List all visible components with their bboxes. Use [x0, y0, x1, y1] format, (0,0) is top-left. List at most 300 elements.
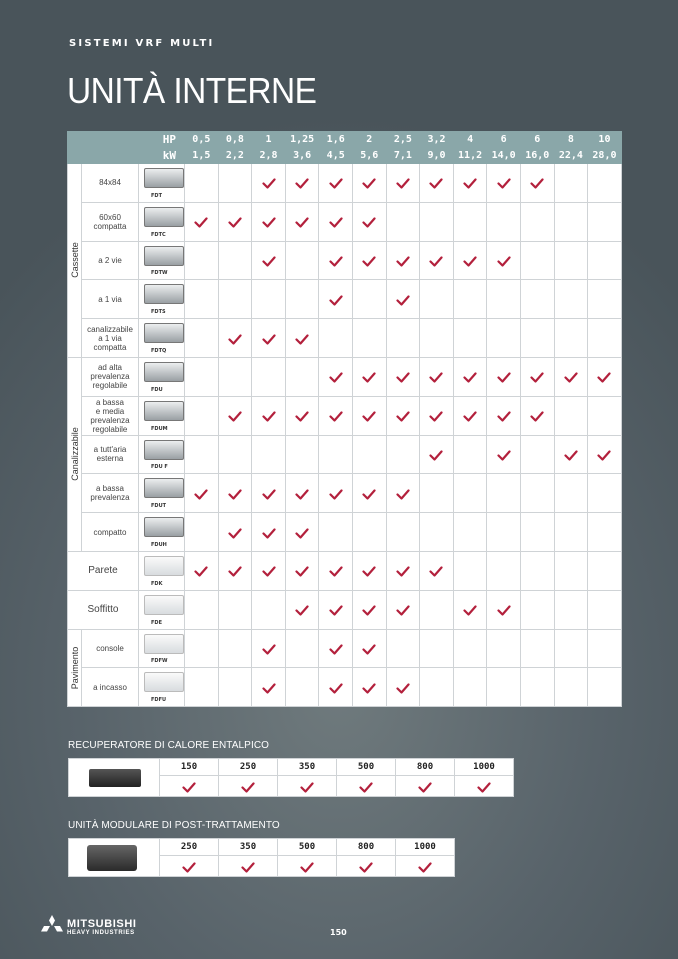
check-cell: [185, 474, 219, 513]
check-cell: [319, 513, 353, 552]
section-kicker: SISTEMI VRF MULTI: [69, 38, 215, 49]
hp-value: 2: [353, 132, 387, 148]
kw-value: 11,2: [453, 148, 487, 164]
unit-thumbnail: [144, 595, 184, 615]
capacity-value: 350: [278, 759, 337, 776]
capacity-value: 350: [219, 839, 278, 856]
check-cell: [588, 629, 622, 668]
check-cell: [278, 856, 337, 877]
check-cell: [353, 396, 387, 435]
check-icon: [530, 178, 544, 189]
check-cell: [252, 396, 286, 435]
check-cell: [185, 435, 219, 474]
check-icon: [497, 372, 511, 383]
check-cell: [353, 280, 387, 319]
check-icon: [530, 411, 544, 422]
check-cell: [386, 396, 420, 435]
check-icon: [497, 256, 511, 267]
unit-thumbnail: [144, 401, 184, 421]
unit-thumbnail: [144, 168, 184, 188]
unit-image: [139, 668, 185, 707]
check-cell: [252, 319, 286, 358]
check-icon: [228, 334, 242, 345]
check-icon: [329, 295, 343, 306]
check-cell: [588, 590, 622, 629]
table-row: [68, 513, 622, 552]
check-cell: [353, 551, 387, 590]
check-cell: [252, 241, 286, 280]
unit-name: Parete: [68, 551, 139, 590]
check-icon: [359, 862, 373, 873]
unit-thumbnail: [144, 362, 184, 382]
hp-header-row: [68, 132, 622, 148]
check-icon: [295, 178, 309, 189]
check-cell: [285, 241, 319, 280]
check-icon: [182, 782, 196, 793]
table-row: [68, 590, 622, 629]
table-row: [68, 319, 622, 358]
unit-image: [139, 629, 185, 668]
check-cell: [554, 513, 588, 552]
check-icon: [300, 782, 314, 793]
unit-image: [139, 357, 185, 396]
unit-image: [139, 396, 185, 435]
check-cell: [386, 164, 420, 203]
check-icon: [262, 566, 276, 577]
check-icon: [429, 372, 443, 383]
check-cell: [319, 164, 353, 203]
check-cell: [218, 241, 252, 280]
unit-code: FDTS: [151, 309, 166, 316]
capacity-value: 250: [160, 839, 219, 856]
unit-image: [139, 280, 185, 319]
unit-thumbnail: [144, 672, 184, 692]
check-cell: [588, 474, 622, 513]
check-icon: [463, 178, 477, 189]
capacity-value: 500: [337, 759, 396, 776]
check-icon: [329, 372, 343, 383]
check-cell: [319, 202, 353, 241]
check-cell: [160, 776, 219, 797]
check-icon: [362, 178, 376, 189]
unit-code: FDT: [151, 192, 162, 199]
kw-value: 22,4: [554, 148, 588, 164]
check-cell: [453, 590, 487, 629]
check-cell: [353, 357, 387, 396]
check-cell: [520, 280, 554, 319]
check-cell: [319, 357, 353, 396]
check-cell: [420, 319, 454, 358]
check-cell: [319, 435, 353, 474]
check-cell: [588, 513, 622, 552]
check-icon: [530, 372, 544, 383]
unit-image: [139, 241, 185, 280]
check-cell: [554, 435, 588, 474]
check-cell: [252, 551, 286, 590]
check-cell: [185, 357, 219, 396]
check-icon: [396, 683, 410, 694]
check-icon: [497, 450, 511, 461]
hp-value: 8: [554, 132, 588, 148]
check-cell: [185, 319, 219, 358]
check-icon: [194, 489, 208, 500]
check-icon: [362, 683, 376, 694]
check-cell: [554, 280, 588, 319]
check-cell: [218, 551, 252, 590]
kw-value: 7,1: [386, 148, 420, 164]
check-cell: [319, 551, 353, 590]
hp-value: 2,5: [386, 132, 420, 148]
check-icon: [241, 862, 255, 873]
check-cell: [487, 629, 521, 668]
hp-value: 1,25: [285, 132, 319, 148]
check-icon: [564, 372, 578, 383]
device-image: [69, 839, 160, 877]
check-cell: [185, 396, 219, 435]
check-cell: [285, 474, 319, 513]
unit-thumbnail: [144, 517, 184, 537]
table-row: [68, 280, 622, 319]
check-icon: [329, 644, 343, 655]
unit-name: a incasso: [82, 668, 139, 707]
hp-value: 10: [588, 132, 622, 148]
table-row: [68, 551, 622, 590]
check-cell: [420, 551, 454, 590]
group-label-text: Cassette: [69, 242, 80, 279]
device-picture: [87, 845, 137, 871]
unit-image: [139, 202, 185, 241]
check-cell: [252, 164, 286, 203]
check-icon: [597, 372, 611, 383]
group-label: [68, 629, 82, 707]
check-cell: [252, 590, 286, 629]
check-cell: [252, 435, 286, 474]
check-cell: [252, 668, 286, 707]
check-icon: [228, 528, 242, 539]
check-cell: [520, 551, 554, 590]
check-cell: [554, 202, 588, 241]
check-cell: [420, 241, 454, 280]
check-cell: [554, 668, 588, 707]
check-cell: [386, 357, 420, 396]
unit-name: console: [82, 629, 139, 668]
check-cell: [185, 513, 219, 552]
check-icon: [262, 683, 276, 694]
check-cell: [285, 357, 319, 396]
check-cell: [386, 551, 420, 590]
check-icon: [194, 217, 208, 228]
check-icon: [418, 782, 432, 793]
check-icon: [329, 605, 343, 616]
check-cell: [285, 202, 319, 241]
check-cell: [588, 396, 622, 435]
kw-value: 16,0: [520, 148, 554, 164]
check-cell: [185, 280, 219, 319]
capacity-value: 150: [160, 759, 219, 776]
check-cell: [520, 668, 554, 707]
brand-subtitle: HEAVY INDUSTRIES: [67, 930, 135, 936]
check-icon: [497, 605, 511, 616]
capacity-row: [69, 759, 514, 776]
check-cell: [218, 435, 252, 474]
check-icon: [429, 566, 443, 577]
kw-value: 2,2: [218, 148, 252, 164]
check-icon: [396, 372, 410, 383]
check-cell: [453, 319, 487, 358]
check-cell: [337, 856, 396, 877]
check-icon: [262, 178, 276, 189]
check-cell: [487, 396, 521, 435]
check-cell: [218, 164, 252, 203]
check-cell: [588, 280, 622, 319]
check-cell: [554, 396, 588, 435]
check-icon: [329, 489, 343, 500]
check-cell: [588, 435, 622, 474]
check-cell: [386, 319, 420, 358]
check-cell: [420, 474, 454, 513]
unit-name: a bassa prevalenza: [82, 474, 139, 513]
hp-value: 1: [252, 132, 286, 148]
check-cell: [487, 319, 521, 358]
check-cell: [520, 396, 554, 435]
check-cell: [353, 435, 387, 474]
check-icon: [463, 605, 477, 616]
check-cell: [487, 357, 521, 396]
check-cell: [453, 629, 487, 668]
unit-code: FDTW: [151, 270, 168, 277]
capacity-value: 800: [337, 839, 396, 856]
check-icon: [396, 605, 410, 616]
table-row: [68, 202, 622, 241]
unit-thumbnail: [144, 323, 184, 343]
check-cell: [453, 513, 487, 552]
table-row: [68, 241, 622, 280]
unit-code: FDU: [151, 386, 163, 393]
check-cell: [386, 435, 420, 474]
kw-value: 4,5: [319, 148, 353, 164]
check-cell: [386, 241, 420, 280]
check-cell: [319, 590, 353, 629]
check-cell: [487, 590, 521, 629]
hp-value: 4: [453, 132, 487, 148]
check-cell: [520, 319, 554, 358]
check-cell: [487, 435, 521, 474]
check-icon: [463, 411, 477, 422]
check-cell: [185, 590, 219, 629]
check-cell: [554, 357, 588, 396]
check-cell: [353, 202, 387, 241]
check-cell: [285, 629, 319, 668]
check-icon: [295, 605, 309, 616]
check-cell: [554, 474, 588, 513]
check-icon: [396, 178, 410, 189]
check-cell: [285, 551, 319, 590]
check-icon: [497, 411, 511, 422]
check-cell: [285, 319, 319, 358]
table-row: [68, 357, 622, 396]
check-cell: [185, 241, 219, 280]
check-cell: [285, 435, 319, 474]
unit-code: FDK: [151, 580, 163, 587]
unit-name: a tutt'aria esterna: [82, 435, 139, 474]
unit-name: compatto: [82, 513, 139, 552]
check-cell: [252, 513, 286, 552]
check-icon: [396, 295, 410, 306]
check-icon: [497, 178, 511, 189]
check-cell: [420, 668, 454, 707]
table-row: [68, 396, 622, 435]
check-cell: [218, 513, 252, 552]
unit-name: 60x60 compatta: [82, 202, 139, 241]
check-cell: [420, 357, 454, 396]
check-cell: [319, 319, 353, 358]
check-cell: [420, 280, 454, 319]
check-cell: [218, 280, 252, 319]
check-cell: [218, 629, 252, 668]
check-cell: [453, 668, 487, 707]
check-icon: [463, 372, 477, 383]
capacity-value: 500: [278, 839, 337, 856]
check-icon: [362, 372, 376, 383]
check-cell: [420, 435, 454, 474]
unit-name: canalizzabile a 1 via compatta: [82, 319, 139, 358]
check-cell: [554, 551, 588, 590]
hp-value: 6: [487, 132, 521, 148]
unit-code: FDUM: [151, 425, 168, 432]
capacity-value: 250: [219, 759, 278, 776]
check-icon: [241, 782, 255, 793]
check-cell: [520, 202, 554, 241]
check-icon: [228, 489, 242, 500]
check-icon: [295, 566, 309, 577]
check-cell: [420, 164, 454, 203]
check-cell: [487, 668, 521, 707]
group-label-text: Canalizzabile: [69, 427, 80, 482]
check-cell: [353, 629, 387, 668]
table-row: [68, 474, 622, 513]
check-cell: [554, 319, 588, 358]
check-icon: [463, 256, 477, 267]
check-icon: [362, 217, 376, 228]
check-cell: [487, 551, 521, 590]
capacity-value: 1000: [396, 839, 455, 856]
unit-image: [139, 551, 185, 590]
check-cell: [218, 396, 252, 435]
check-cell: [285, 396, 319, 435]
check-cell: [285, 668, 319, 707]
check-icon: [262, 411, 276, 422]
check-cell: [396, 856, 455, 877]
check-icon: [329, 683, 343, 694]
hp-value: 0,5: [185, 132, 219, 148]
check-icon: [362, 644, 376, 655]
check-cell: [455, 776, 514, 797]
check-cell: [185, 551, 219, 590]
check-icon: [418, 862, 432, 873]
check-cell: [453, 551, 487, 590]
check-cell: [337, 776, 396, 797]
check-icon: [182, 862, 196, 873]
check-icon: [396, 256, 410, 267]
unit-thumbnail: [144, 440, 184, 460]
indoor-units-table: [67, 131, 622, 707]
check-icon: [329, 411, 343, 422]
check-cell: [588, 668, 622, 707]
kw-value: 9,0: [420, 148, 454, 164]
check-cell: [353, 241, 387, 280]
check-cell: [588, 164, 622, 203]
page-title: UNITÀ INTERNE: [67, 70, 317, 111]
check-cell: [588, 319, 622, 358]
hp-value: 1,6: [319, 132, 353, 148]
table-row: [68, 164, 622, 203]
group-label-text: Pavimento: [69, 646, 80, 690]
page-number: 150: [330, 928, 347, 937]
check-cell: [319, 474, 353, 513]
group-label: [68, 357, 82, 551]
check-cell: [453, 357, 487, 396]
check-cell: [218, 357, 252, 396]
check-cell: [353, 319, 387, 358]
check-cell: [252, 474, 286, 513]
check-icon: [359, 782, 373, 793]
unit-name: Soffitto: [68, 590, 139, 629]
check-icon: [228, 411, 242, 422]
check-cell: [520, 435, 554, 474]
capacity-value: 1000: [455, 759, 514, 776]
check-cell: [285, 280, 319, 319]
table-row: [68, 668, 622, 707]
check-cell: [285, 164, 319, 203]
unit-name: a 1 via: [82, 280, 139, 319]
recuperatore-table: [68, 758, 514, 797]
check-icon: [477, 782, 491, 793]
check-icon: [597, 450, 611, 461]
check-icon: [295, 217, 309, 228]
unit-code: FDFW: [151, 658, 168, 665]
check-cell: [420, 590, 454, 629]
check-icon: [396, 489, 410, 500]
kw-value: 14,0: [487, 148, 521, 164]
kw-label: kW: [68, 148, 185, 164]
check-cell: [453, 280, 487, 319]
check-cell: [185, 164, 219, 203]
check-cell: [185, 202, 219, 241]
unit-code: FDTQ: [151, 347, 167, 354]
recuperatore-title: RECUPERATORE DI CALORE ENTALPICO: [68, 740, 270, 751]
check-cell: [353, 164, 387, 203]
check-cell: [218, 668, 252, 707]
device-image: [69, 759, 160, 797]
unit-name: ad alta prevalenza regolabile: [82, 357, 139, 396]
modulare-title: UNITÀ MODULARE DI POST-TRATTAMENTO: [68, 820, 280, 831]
brand-name: MITSUBISHI: [67, 918, 137, 930]
unit-code: FDUT: [151, 503, 167, 510]
kw-value: 2,8: [252, 148, 286, 164]
unit-code: FDU F: [151, 464, 168, 471]
unit-thumbnail: [144, 246, 184, 266]
check-cell: [588, 202, 622, 241]
unit-thumbnail: [144, 634, 184, 654]
check-cell: [453, 164, 487, 203]
check-icon: [228, 566, 242, 577]
check-cell: [353, 668, 387, 707]
check-cell: [386, 590, 420, 629]
check-icon: [262, 489, 276, 500]
check-cell: [420, 396, 454, 435]
check-cell: [554, 164, 588, 203]
check-cell: [554, 629, 588, 668]
